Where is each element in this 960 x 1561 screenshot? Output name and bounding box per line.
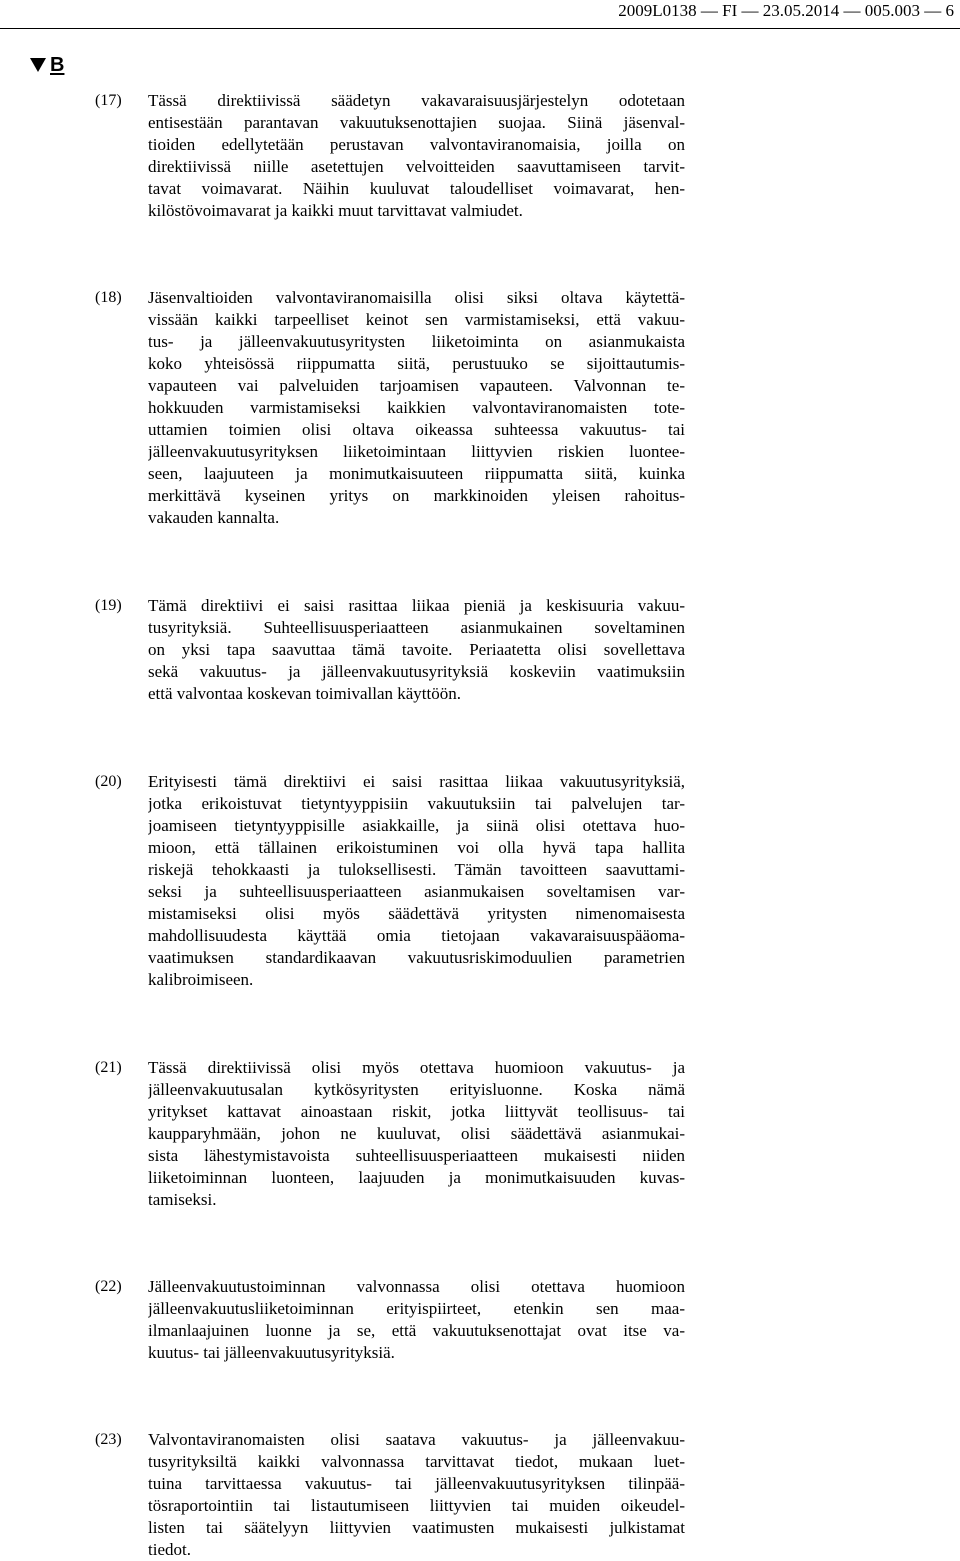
recital-line: jotka erikoistuvat tietyntyyppisiin vakuutuksiin tai palvelujen tar- bbox=[148, 794, 685, 813]
amendment-marker-label: B bbox=[50, 53, 65, 76]
recital-line: direktiivissä niille asetettujen velvoitteiden saavuttamiseen tarvit- bbox=[148, 157, 685, 176]
recital-line: mistamiseksi olisi myös säädettävä yritysten nimenomaisesta bbox=[148, 904, 685, 923]
recital-line: Jälleenvakuutustoiminnan valvonnassa olisi otettava huomioon bbox=[148, 1277, 685, 1296]
recital-line: vapauteen vai palveluiden tarjoamisen vapauteen. Valvonnan te- bbox=[148, 376, 685, 395]
recital-number: (20) bbox=[95, 773, 122, 790]
recital-line: tavat voimavarat. Näihin kuuluvat taloudelliset voimavarat, hen- bbox=[148, 179, 685, 198]
recital-line: riskejä tehokkaasti ja tuloksellisesti. Tämän tavoitteen saavuttami- bbox=[148, 860, 685, 879]
recital-line: on yksi tapa saavuttaa tämä tavoite. Periaatetta olisi sovellettava bbox=[148, 640, 685, 659]
recital-line: sekä vakuutus- ja jälleenvakuutusyrityksiä koskeviin vaatimuksiin bbox=[148, 662, 685, 681]
recital-line: entisestään parantavan vakuutuksenottajien suojaa. Siinä jäsenval- bbox=[148, 113, 685, 132]
recital-text bbox=[148, 595, 685, 705]
recital-line: Tämä direktiivi ei saisi rasittaa liikaa pieniä ja keskisuuria vakuu- bbox=[148, 596, 685, 615]
recital-line: Tässä direktiivissä olisi myös otettava huomioon vakuutus- ja bbox=[148, 1058, 685, 1077]
recital-line: mahdollisuudesta käyttää omia tietojaan vakavaraisuuspääoma- bbox=[148, 926, 685, 945]
recital-line: liiketoiminnan luonteen, laajuuden ja monimutkaisuuden kuvas- bbox=[148, 1168, 685, 1187]
recital-line: Valvontaviranomaisten olisi saatava vakuutus- ja jälleenvakuu- bbox=[148, 1430, 685, 1449]
recital-line: että valvontaa koskevan toimivallan käyttöön. bbox=[148, 684, 461, 703]
recital-line: tioiden edellytetään perustavan valvontaviranomaisia, joilla on bbox=[148, 135, 685, 154]
recital-line: vakauden kannalta. bbox=[148, 508, 280, 527]
recital-text bbox=[148, 1276, 685, 1364]
recital-line: jälleenvakuutusalan kytkösyritysten erityisluonne. Koska nämä bbox=[148, 1080, 685, 1099]
recital-text bbox=[148, 1057, 685, 1211]
recital-line: tus- ja jälleenvakuutusyritysten liiketoiminta on asianmukaista bbox=[148, 332, 685, 351]
recital-line: sista lähestymistavoista suhteellisuusperiaatteen mukaisesti niiden bbox=[148, 1146, 685, 1165]
recital-line: tuina tarvittaessa vakuutus- tai jälleenvakuutusyrityksen tilinpää- bbox=[148, 1474, 685, 1493]
recital-line: tusyrityksiä. Suhteellisuusperiaatteen asianmukainen soveltaminen bbox=[148, 618, 685, 637]
recital-line: uttamien toimien olisi oltava oikeassa suhteessa vakuutus- tai bbox=[148, 420, 685, 439]
recital-line: joamiseen tietyntyyppisille asiakkaille, ja siinä olisi otettava huo- bbox=[148, 816, 685, 835]
triangle-down-icon bbox=[30, 58, 46, 72]
recital-number: (17) bbox=[95, 92, 122, 109]
recital-line: kaupparyhmään, johon ne kuuluvat, olisi säädettävä asianmukai- bbox=[148, 1124, 685, 1143]
recital-line: mioon, että tällainen erikoistuminen voi olla hyvä tapa hallita bbox=[148, 838, 685, 857]
recital-text bbox=[148, 1429, 685, 1561]
recital-line: jälleenvakuutusyrityksen liiketoimintaan liittyvien riskien luontee- bbox=[148, 442, 685, 461]
recital-line: tusyrityksiltä kaikki valvonnassa tarvittavat tiedot, mukaan luet- bbox=[148, 1452, 685, 1471]
recital-line: koko yhteisössä riippumatta siitä, perustuuko se sijoittautumis- bbox=[148, 354, 685, 373]
recital-text bbox=[148, 90, 685, 222]
recital-line: kuutus- tai jälleenvakuutusyrityksiä. bbox=[148, 1343, 395, 1362]
recital-line: vaatimuksen standardikaavan vakuutusriskimoduulien parametrien bbox=[148, 948, 685, 967]
recital-number: (21) bbox=[95, 1059, 122, 1076]
recital-text bbox=[148, 287, 685, 529]
recital-line: kilöstövoimavarat ja kaikki muut tarvittavat valmiudet. bbox=[148, 201, 523, 220]
recital-line: jälleenvakuutusliiketoiminnan erityispiirteet, etenkin sen maa- bbox=[148, 1299, 685, 1318]
recital-line: seksi ja suhteellisuusperiaatteen asianmukaisen soveltamisen var- bbox=[148, 882, 685, 901]
header-rule bbox=[0, 28, 960, 29]
recital-line: listen tai säätelyyn liittyvien vaatimusten mukaisesti julkistamat bbox=[148, 1518, 685, 1537]
recital-line: tamiseksi. bbox=[148, 1190, 217, 1209]
recital-line: tiedot. bbox=[148, 1540, 191, 1559]
recital-number: (23) bbox=[95, 1431, 122, 1448]
document-header: 2009L0138 — FI — 23.05.2014 — 005.003 — 6 bbox=[618, 1, 954, 20]
recital-number: (19) bbox=[95, 597, 122, 614]
recital-line: merkittävä kyseinen yritys on markkinoiden yleisen rahoitus- bbox=[148, 486, 685, 505]
recital-line: seen, laajuuteen ja monimutkaisuuteen riippumatta siitä, kuinka bbox=[148, 464, 685, 483]
recital-line: ilmanlaajuinen luonne ja se, että vakuutuksenottajat ovat itse va- bbox=[148, 1321, 685, 1340]
amendment-marker bbox=[30, 52, 64, 78]
recital-line: Erityisesti tämä direktiivi ei saisi rasittaa liikaa vakuutusyrityksiä, bbox=[148, 772, 685, 791]
recital-text bbox=[148, 771, 685, 991]
recital-line: yritykset kattavat ainoastaan riskit, jotka liittyvät teollisuus- tai bbox=[148, 1102, 685, 1121]
recital-line: vissään kaikki tarpeelliset keinot sen varmistamiseksi, että vakuu- bbox=[148, 310, 685, 329]
recital-line: Tässä direktiivissä säädetyn vakavaraisuusjärjestelyn odotetaan bbox=[148, 91, 685, 110]
recital-line: Jäsenvaltioiden valvontaviranomaisilla olisi siksi oltava käytettä- bbox=[148, 288, 685, 307]
recital-number: (22) bbox=[95, 1278, 122, 1295]
recital-number: (18) bbox=[95, 289, 122, 306]
recital-line: kalibroimiseen. bbox=[148, 970, 254, 989]
recital-line: tösraportointiin tai listautumiseen liittyvien tai muiden oikeudel- bbox=[148, 1496, 685, 1515]
recital-line: hokkuuden varmistamiseksi kaikkien valvontaviranomaisten tote- bbox=[148, 398, 685, 417]
